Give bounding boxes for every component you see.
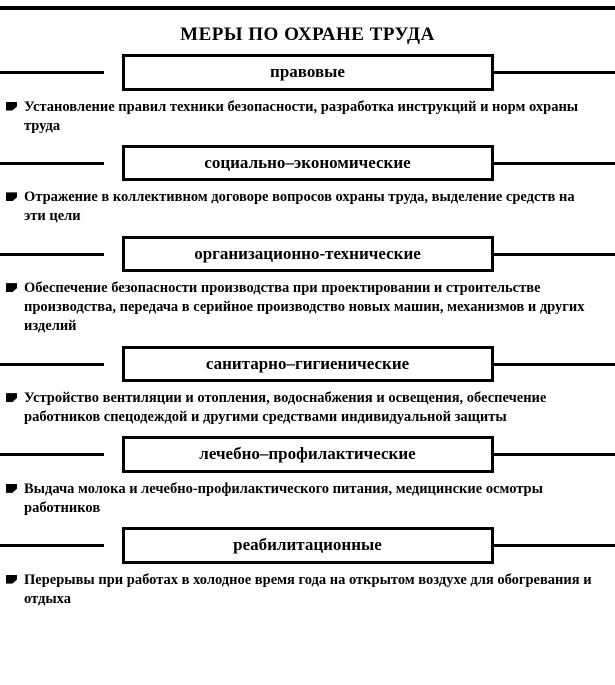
section-block-sanitary-hygienic <box>0 346 615 428</box>
section-description-text: Перерывы при работах в холодное время года на открытом воздухе для обогревания и отдыха <box>24 571 592 607</box>
bullet-icon <box>6 393 18 403</box>
divider-left <box>0 453 104 456</box>
divider-right <box>479 544 615 547</box>
section-description-sanitary-hygienic <box>0 389 615 427</box>
section-header-sanitary-hygienic: санитарно–гигиенические <box>122 346 494 383</box>
section-description-text: Обеспечение безопасности производства при проектировании и строительстве производства, передача в серийное производство новых машин, механизмов и других изделий <box>24 280 585 335</box>
bullet-icon <box>6 575 18 585</box>
divider-left <box>0 253 104 256</box>
section-header-rehabilitation: реабилитационные <box>122 527 494 564</box>
divider-right <box>479 162 615 165</box>
bullet-icon <box>6 484 18 494</box>
page-title: МЕРЫ ПО ОХРАНЕ ТРУДА <box>180 24 435 45</box>
section-description-organizational-technical <box>0 279 615 336</box>
bullet-icon <box>6 192 18 202</box>
divider-right <box>479 71 615 74</box>
bullet-icon <box>6 102 18 112</box>
section-description-text: Отражение в коллективном договоре вопросов охраны труда, выделение средств на эти цели <box>24 189 575 225</box>
section-description-text: Устройство вентиляции и отопления, водоснабжения и освещения, обеспечение работников спецодеждой и другими средствами индивидуальной защиты <box>24 390 547 426</box>
divider-left <box>0 544 104 547</box>
section-header-medical-preventive: лечебно–профилактические <box>122 436 494 473</box>
section-block-legal <box>0 54 615 136</box>
divider-right <box>479 363 615 366</box>
section-description-socioeconomic <box>0 188 615 226</box>
section-description-rehabilitation <box>0 571 615 609</box>
divider-right <box>479 453 615 456</box>
section-description-medical-preventive <box>0 480 615 518</box>
section-header-socioeconomic: социально–экономические <box>122 145 494 182</box>
section-block-medical-preventive <box>0 436 615 518</box>
section-description-legal <box>0 98 615 136</box>
section-description-text: Выдача молока и лечебно-профилактического питания, медицинские осмотры работников <box>24 480 543 516</box>
section-header-organizational-technical: организационно-технические <box>122 236 494 273</box>
divider-left <box>0 162 104 165</box>
top-divider <box>0 6 615 10</box>
divider-left <box>0 71 104 74</box>
sections-list <box>0 54 615 618</box>
section-description-text: Установление правил техники безопасности, разработка инструкций и норм охраны труда <box>24 98 579 134</box>
divider-left <box>0 363 104 366</box>
section-header-legal: правовые <box>122 54 494 91</box>
section-block-socioeconomic <box>0 145 615 227</box>
section-block-rehabilitation <box>0 527 615 609</box>
section-block-organizational-technical <box>0 236 615 337</box>
bullet-icon <box>6 283 18 293</box>
divider-right <box>479 253 615 256</box>
